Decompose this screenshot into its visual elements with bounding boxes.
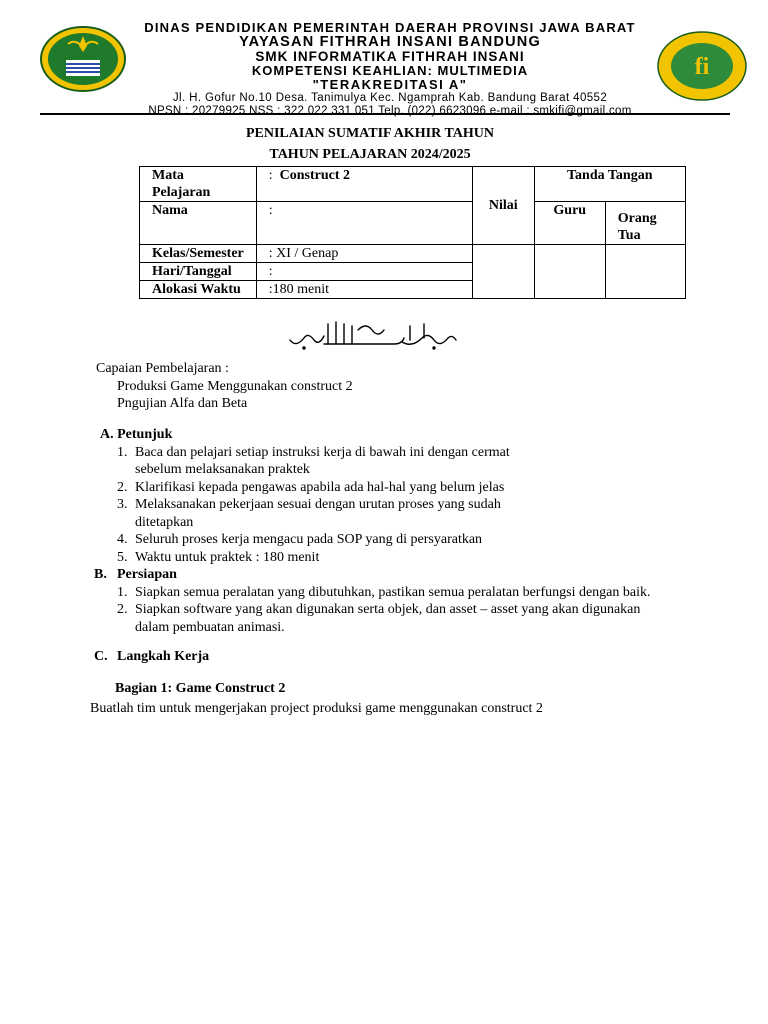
- alokasi-value: :180 menit: [256, 281, 472, 299]
- petunjuk-heading: [100, 426, 660, 444]
- langkah-title: Langkah Kerja: [117, 649, 210, 664]
- bagian-instruction: Buatlah tim untuk mengerjakan project produksi game menggunakan construct 2: [90, 701, 543, 716]
- bismillah-calligraphy: [284, 316, 462, 352]
- persiapan-section: [94, 566, 694, 636]
- capaian-section: [96, 360, 353, 413]
- jawa-barat-emblem-logo: [38, 24, 128, 94]
- orang-tua-header: Orang Tua: [605, 202, 685, 245]
- letterhead-address: Jl. H. Gofur No.10 Desa. Tanimulya Kec. Ngamprah Kab. Bandung Barat 40552: [172, 92, 608, 104]
- orang-tua-signature-cell[interactable]: [605, 245, 685, 299]
- bagian-title: Bagian 1: Game Construct 2: [115, 681, 286, 696]
- identity-table: [139, 166, 686, 299]
- persiapan-heading: [94, 566, 694, 584]
- letterhead-contact: NPSN : 20279925 NSS : 322 022 331 051 Telp. (022) 6623096 e-mail : smkifi@gmail.com: [148, 105, 632, 117]
- guru-header: Guru: [534, 202, 605, 245]
- guru-signature-cell[interactable]: [534, 245, 605, 299]
- hari-value[interactable]: :: [256, 263, 472, 281]
- letterhead-divider: [40, 113, 730, 115]
- nilai-header: Nilai: [472, 167, 534, 245]
- school-logo-initials: fi: [694, 54, 710, 80]
- capaian-item: Produksi Game Menggunakan construct 2: [117, 378, 353, 394]
- persiapan-marker: B.: [94, 567, 107, 582]
- langkah-heading: [94, 648, 209, 666]
- letterhead: [120, 20, 660, 118]
- petunjuk-section: [100, 426, 660, 566]
- tanda-tangan-header: Tanda Tangan: [534, 167, 685, 202]
- mata-pelajaran-cell: : Construct 2: [256, 167, 472, 202]
- persiapan-title: Persiapan: [117, 567, 177, 582]
- nilai-cell[interactable]: [472, 245, 534, 299]
- letterhead-competency: KOMPETENSI KEAHLIAN: MULTIMEDIA: [251, 63, 529, 78]
- langkah-marker: C.: [94, 649, 108, 664]
- list-item: 4. Seluruh proses kerja mengacu pada SOP yang di persyaratkan: [117, 532, 483, 547]
- mata-pelajaran-label: Mata Pelajaran: [140, 167, 257, 202]
- hari-label: Hari/Tanggal: [140, 263, 257, 281]
- capaian-label: Capaian Pembelajaran :: [96, 361, 229, 376]
- capaian-item: Pngujian Alfa dan Beta: [117, 396, 248, 411]
- persiapan-list: [117, 584, 677, 637]
- petunjuk-marker: A.: [100, 427, 114, 442]
- petunjuk-list: [117, 444, 557, 567]
- kelas-label: Kelas/Semester: [140, 245, 257, 263]
- petunjuk-title: Petunjuk: [117, 427, 173, 442]
- nama-label: Nama: [140, 202, 257, 245]
- alokasi-label: Alokasi Waktu: [140, 281, 257, 299]
- list-item: 5. Waktu untuk praktek : 180 menit: [117, 549, 320, 565]
- list-item: 2. Klarifikasi kepada pengawas apabila ada hal-hal yang belum jelas: [117, 479, 505, 495]
- list-item: 1. Baca dan pelajari setiap instruksi kerja di bawah ini dengan cermat sebelum melaksanakan praktek: [117, 444, 510, 477]
- list-item: 1. Siapkan semua peralatan yang dibutuhkan, pastikan semua peralatan berfungsi dengan baik.: [117, 584, 651, 600]
- mata-pelajaran-value: Construct 2: [279, 168, 351, 183]
- list-item: 2. Siapkan software yang akan digunakan serta objek, dan asset – asset yang akan digunakan dalam pembuatan animasi.: [117, 602, 641, 635]
- letterhead-school: SMK INFORMATIKA FITHRAH INSANI: [255, 49, 525, 64]
- document-subtitle: TAHUN PELAJARAN 2024/2025: [269, 147, 471, 162]
- langkah-section: [94, 648, 209, 666]
- list-item: 3. Melaksanakan pekerjaan sesuai dengan urutan proses yang sudah ditetapkan: [117, 497, 501, 530]
- letterhead-agency: DINAS PENDIDIKAN PEMERINTAH DAERAH PROVINSI JAWA BARAT: [144, 20, 636, 35]
- letterhead-accreditation: "TERAKREDITASI A": [312, 77, 468, 92]
- letterhead-foundation: YAYASAN FITHRAH INSANI BANDUNG: [239, 34, 541, 50]
- kelas-value: : XI / Genap: [256, 245, 472, 263]
- school-logo: [656, 30, 748, 102]
- nama-value[interactable]: :: [256, 202, 472, 245]
- document-title: PENILAIAN SUMATIF AKHIR TAHUN: [245, 126, 494, 141]
